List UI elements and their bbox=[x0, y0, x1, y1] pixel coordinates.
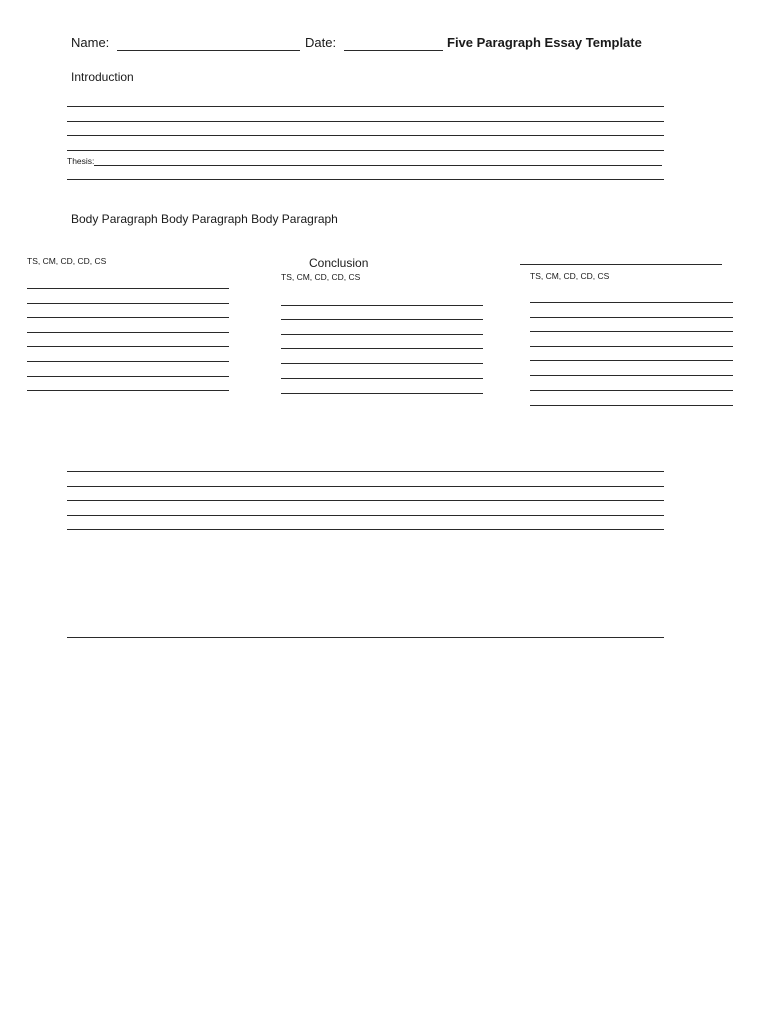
writing-line[interactable] bbox=[67, 500, 664, 501]
writing-line[interactable] bbox=[281, 334, 483, 335]
writing-line[interactable] bbox=[27, 317, 229, 318]
final-writing-line[interactable] bbox=[67, 637, 664, 638]
date-label: Date: bbox=[305, 35, 337, 50]
writing-line[interactable] bbox=[530, 360, 733, 361]
writing-line[interactable] bbox=[281, 378, 483, 379]
writing-line[interactable] bbox=[281, 319, 483, 320]
writing-line[interactable] bbox=[530, 346, 733, 347]
writing-line[interactable] bbox=[281, 305, 483, 306]
writing-line[interactable] bbox=[530, 317, 733, 318]
writing-line[interactable] bbox=[281, 393, 483, 394]
name-label: Name: bbox=[71, 35, 110, 50]
thesis-label: Thesis: bbox=[67, 156, 95, 166]
writing-line[interactable] bbox=[67, 515, 664, 516]
column-3-code: TS, CM, CD, CD, CS bbox=[530, 271, 610, 281]
writing-line[interactable] bbox=[281, 348, 483, 349]
writing-line[interactable] bbox=[67, 529, 664, 530]
writing-line[interactable] bbox=[530, 390, 733, 391]
writing-line[interactable] bbox=[67, 179, 664, 180]
column-1-code: TS, CM, CD, CD, CS bbox=[27, 256, 107, 266]
body-paragraph-heading: Body Paragraph Body Paragraph Body Paragraph bbox=[71, 212, 338, 226]
writing-line[interactable] bbox=[281, 363, 483, 364]
writing-line[interactable] bbox=[27, 376, 229, 377]
column-2-code: TS, CM, CD, CD, CS bbox=[281, 272, 361, 282]
writing-line[interactable] bbox=[27, 303, 229, 304]
column-3-title-line[interactable] bbox=[520, 264, 722, 265]
writing-line[interactable] bbox=[530, 405, 733, 406]
date-field-line[interactable] bbox=[344, 50, 443, 51]
writing-line[interactable] bbox=[67, 471, 664, 472]
name-field-line[interactable] bbox=[117, 50, 300, 51]
introduction-label: Introduction bbox=[71, 70, 134, 84]
writing-line[interactable] bbox=[27, 390, 229, 391]
writing-line[interactable] bbox=[27, 332, 229, 333]
writing-line[interactable] bbox=[67, 121, 664, 122]
writing-line[interactable] bbox=[530, 331, 733, 332]
writing-line[interactable] bbox=[67, 106, 664, 107]
writing-line[interactable] bbox=[67, 135, 664, 136]
page-title: Five Paragraph Essay Template bbox=[447, 35, 642, 50]
writing-line[interactable] bbox=[67, 486, 664, 487]
writing-line[interactable] bbox=[27, 346, 229, 347]
writing-line[interactable] bbox=[530, 375, 733, 376]
conclusion-label: Conclusion bbox=[309, 256, 369, 270]
thesis-line[interactable] bbox=[94, 165, 662, 166]
writing-line[interactable] bbox=[67, 150, 664, 151]
writing-line[interactable] bbox=[27, 288, 229, 289]
writing-line[interactable] bbox=[530, 302, 733, 303]
writing-line[interactable] bbox=[27, 361, 229, 362]
